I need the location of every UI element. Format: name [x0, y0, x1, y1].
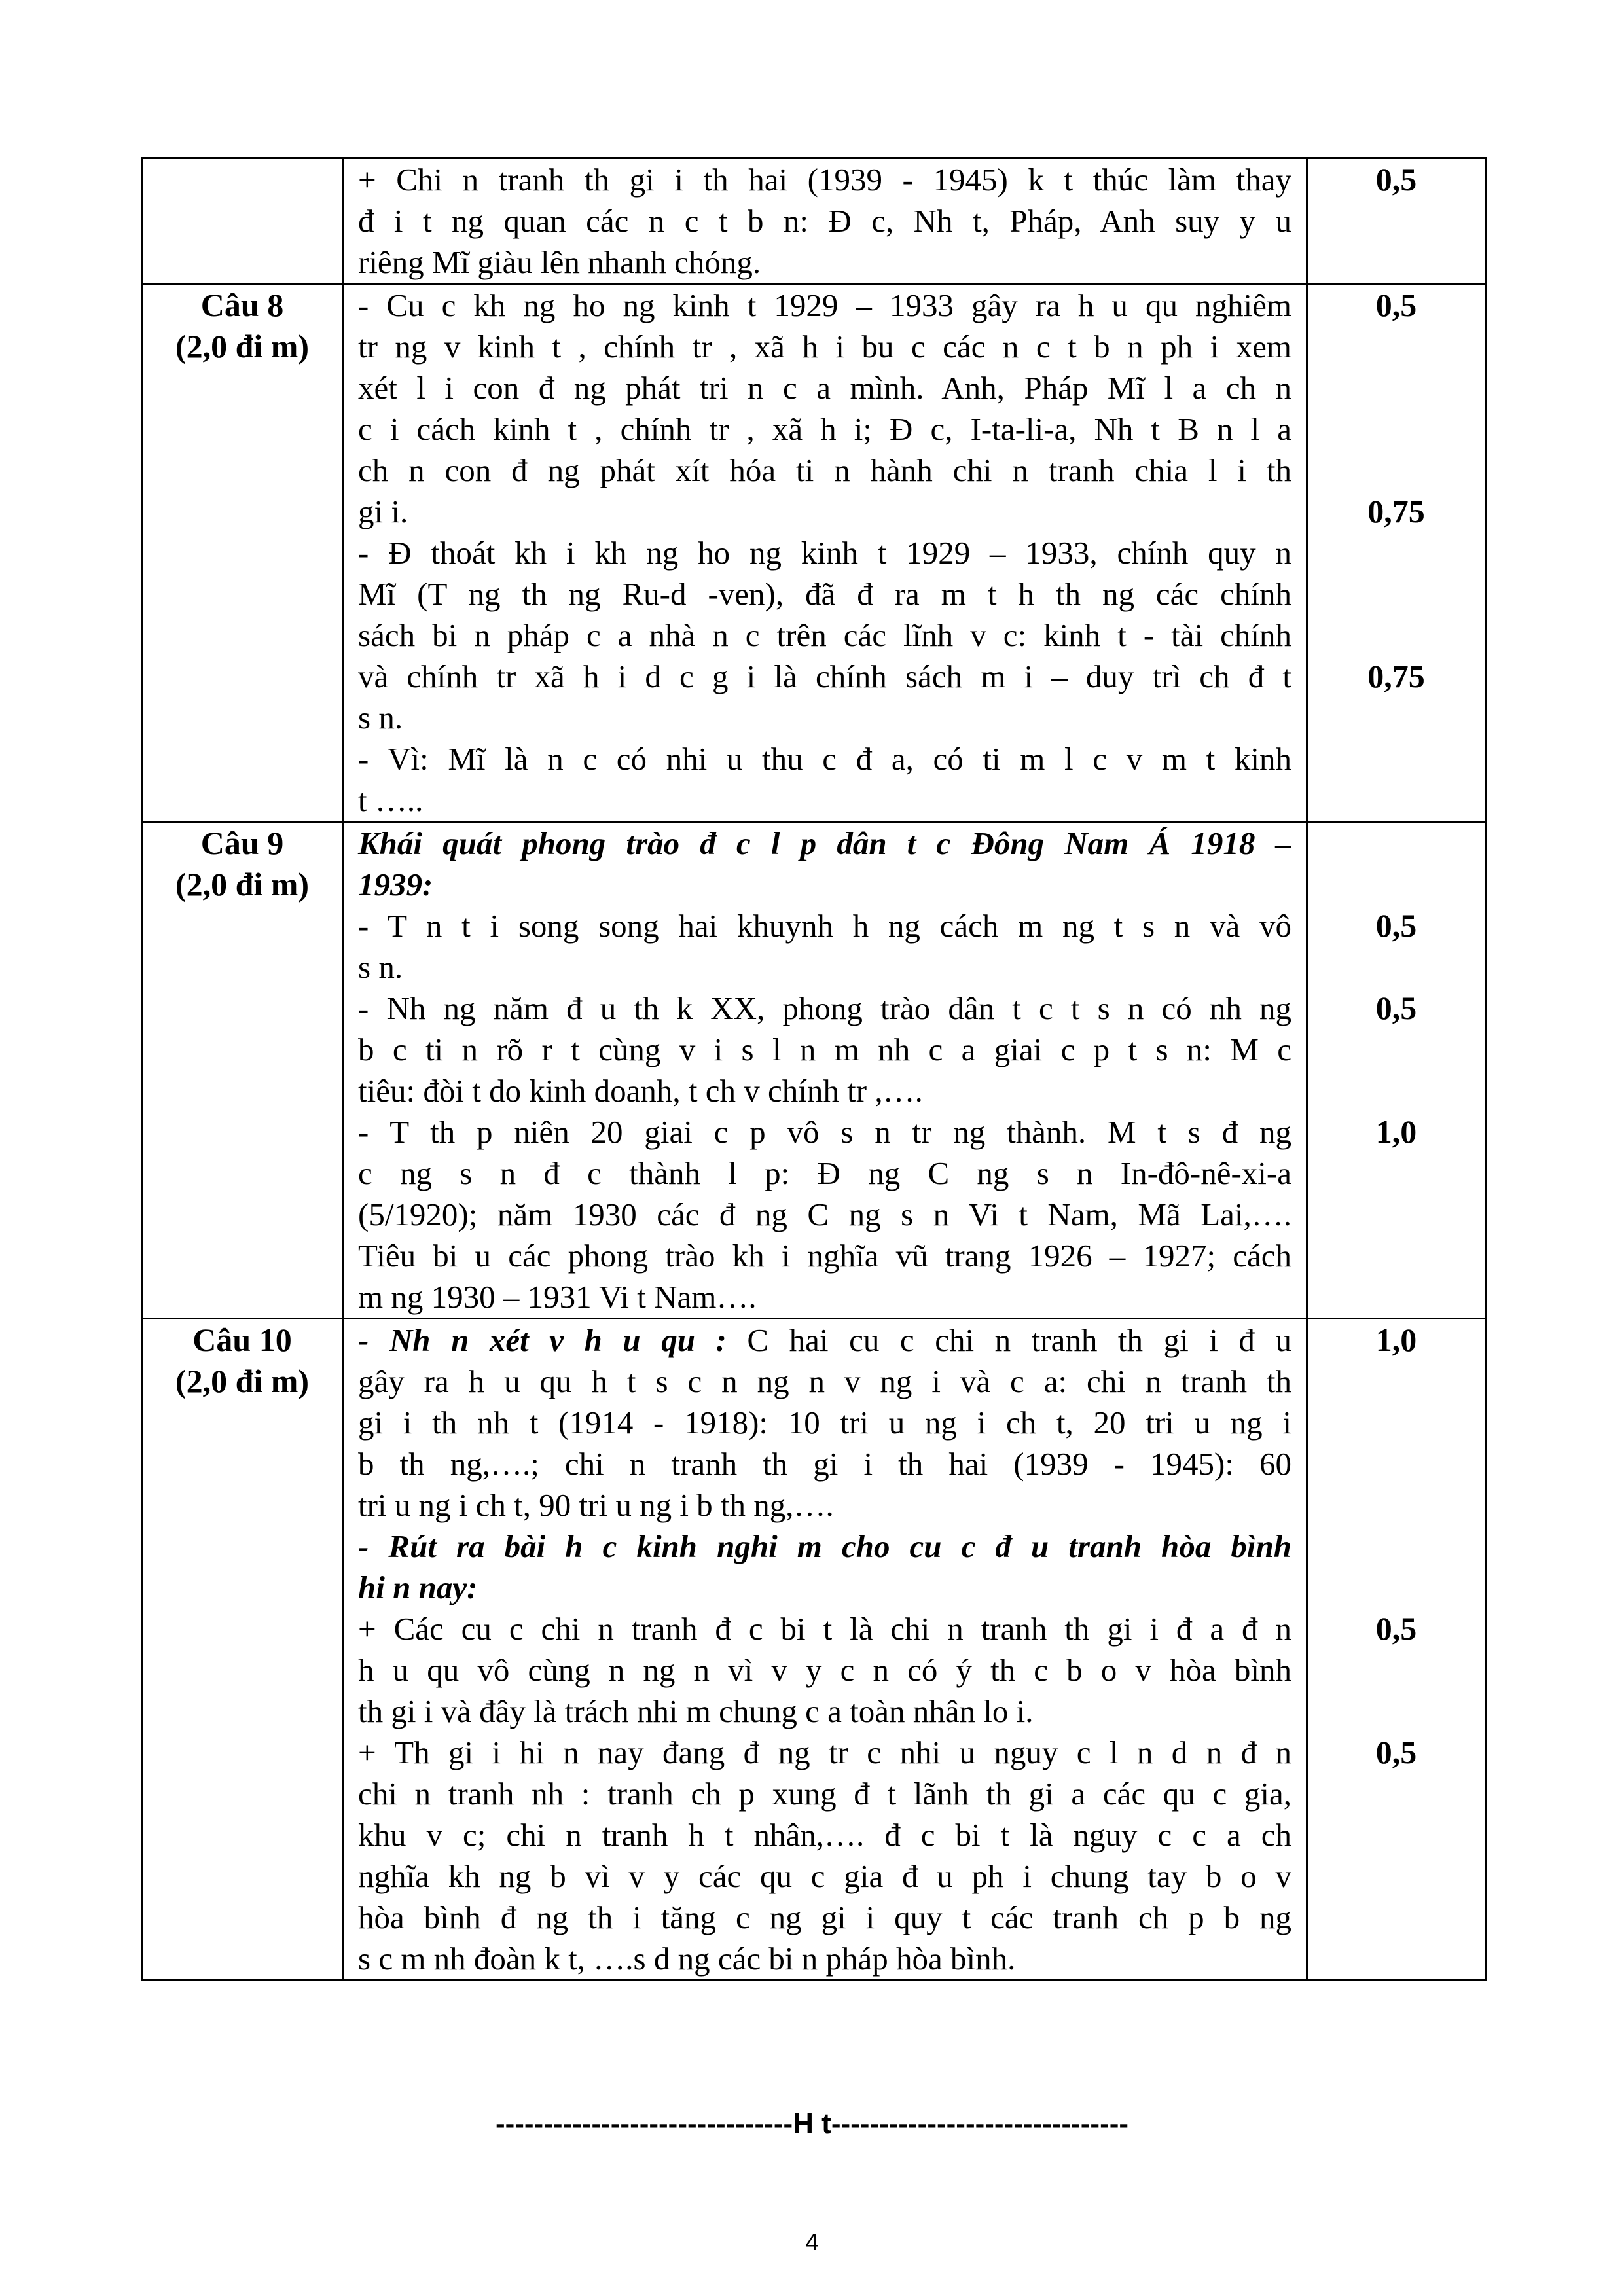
- score: [1308, 823, 1485, 864]
- end-marker: -------------------------------H t-------------------------------: [495, 2108, 1129, 2140]
- question-cell: [142, 158, 343, 284]
- score: [1308, 1814, 1485, 1856]
- answer-text: - Đ thoát kh i kh ng ho ng kinh t 1929 – 1933, chính quy n: [358, 535, 1291, 571]
- answer-line: [344, 1153, 1306, 1194]
- answer-line: [344, 367, 1306, 408]
- answer-cell: [343, 1319, 1307, 1981]
- answer-line: [344, 738, 1306, 780]
- answer-line: [344, 1814, 1306, 1856]
- answer-line: [344, 656, 1306, 697]
- answer-line: [344, 200, 1306, 242]
- answer-line: [344, 326, 1306, 367]
- score: [1308, 200, 1485, 242]
- answer-text: gi i.: [358, 493, 408, 529]
- answer-line: [344, 697, 1306, 738]
- score: [1308, 1070, 1485, 1111]
- answer-line: [344, 905, 1306, 946]
- answer-text: ch n con đ ng phát xít hóa ti n hành chi n tranh chia l i th: [358, 452, 1291, 488]
- answer-text: gi i th nh t (1914 - 1918): 10 tri u ng i ch t, 20 tri u ng i: [358, 1405, 1291, 1441]
- score-cell: [1307, 284, 1486, 822]
- answer-line: [344, 1402, 1306, 1443]
- answer-text: tiêu: đòi t do kinh doanh, t ch v chính tr ,….: [358, 1073, 923, 1109]
- answer-text: sách bi n pháp c a nhà n c trên các lĩnh v c: kinh t - tài chính: [358, 617, 1291, 653]
- score: [1308, 326, 1485, 367]
- answer-line: [344, 823, 1306, 864]
- score: [1308, 1443, 1485, 1484]
- answer-line: [344, 988, 1306, 1029]
- question-cell: [142, 1319, 343, 1981]
- score: [1308, 615, 1485, 656]
- answer-line: [344, 1194, 1306, 1235]
- score: [1308, 1649, 1485, 1691]
- score: [1308, 1691, 1485, 1732]
- answer-line: [344, 1567, 1306, 1608]
- answer-line: [344, 780, 1306, 821]
- score: 0,5: [1375, 990, 1417, 1026]
- answer-line: [344, 1856, 1306, 1897]
- answer-text: (5/1920); năm 1930 các đ ng C ng s n Vi t Nam, Mã Lai,….: [358, 1196, 1291, 1232]
- question-cell: [142, 284, 343, 822]
- answer-text: c i cách kinh t , chính tr , xã h i; Đ c, I-ta-li-a, Nh t B n l a: [358, 411, 1291, 447]
- answer-line: [344, 1649, 1306, 1691]
- answer-line: [344, 159, 1306, 200]
- score: 0,5: [1375, 1734, 1417, 1770]
- answer-line: [344, 1526, 1306, 1567]
- answer-text: b c ti n rõ r t cùng v i s l n m nh c a giai c p t s n: M c: [358, 1031, 1291, 1067]
- score: [1308, 573, 1485, 615]
- question-label: Câu 8: [200, 287, 284, 323]
- score-cell: [1307, 822, 1486, 1319]
- answer-text: tr ng v kinh t , chính tr , xã h i bu c các n c t b n ph i xem: [358, 329, 1291, 365]
- answer-line: [344, 1319, 1306, 1361]
- answer-line: [344, 946, 1306, 988]
- answer-line: [344, 1691, 1306, 1732]
- answer-text: Mĩ (T ng th ng Ru-d -ven), đã đ ra m t h th ng các chính: [358, 576, 1291, 612]
- score: 0,5: [1375, 907, 1417, 944]
- table-row: [142, 158, 1486, 284]
- answer-line: [344, 242, 1306, 283]
- score: [1308, 450, 1485, 491]
- score: 0,75: [1367, 493, 1425, 529]
- score: [1308, 1567, 1485, 1608]
- answer-line: [344, 1361, 1306, 1402]
- score: [1308, 780, 1485, 821]
- answer-line: [344, 1235, 1306, 1276]
- score: [1308, 1194, 1485, 1235]
- score: [1308, 1484, 1485, 1526]
- question-label: Câu 9: [200, 825, 284, 861]
- score: 1,0: [1375, 1321, 1417, 1358]
- score: [1308, 1361, 1485, 1402]
- answer-cell: [343, 158, 1307, 284]
- answer-text: + Chi n tranh th gi i th hai (1939 - 1945) k t thúc làm thay: [358, 162, 1291, 198]
- score: [1308, 1938, 1485, 1979]
- score-cell: [1307, 158, 1486, 284]
- score: 0,5: [1375, 287, 1417, 323]
- answer-text: và chính tr xã h i d c g i là chính sách m i – duy trì ch đ t: [358, 658, 1291, 694]
- answer-line: [344, 532, 1306, 573]
- score: [1308, 1235, 1485, 1276]
- score-cell: [1307, 1319, 1486, 1981]
- answer-text: - Vì: Mĩ là n c có nhi u thu c đ a, có ti m l c v m t kinh: [358, 741, 1291, 777]
- answer-line: [344, 1443, 1306, 1484]
- answer-cell: [343, 822, 1307, 1319]
- answer-cell: [343, 284, 1307, 822]
- answer-line: [344, 491, 1306, 532]
- question-label: Câu 10: [192, 1321, 292, 1358]
- answer-text: t …..: [358, 782, 424, 818]
- answer-text: s n.: [358, 949, 403, 985]
- answer-text: hi n nay:: [358, 1570, 478, 1605]
- answer-text: b th ng,….; chi n tranh th gi i th hai (1939 - 1945): 60: [358, 1446, 1291, 1482]
- answer-line: [344, 1484, 1306, 1526]
- question-cell: [142, 822, 343, 1319]
- table-row: [142, 822, 1486, 1319]
- answer-text: Khái quát phong trào đ c l p dân t c Đông Nam Á 1918 –: [358, 825, 1291, 861]
- answer-line: [344, 1773, 1306, 1814]
- table-row: [142, 1319, 1486, 1981]
- score: [1308, 946, 1485, 988]
- answer-line: [344, 1070, 1306, 1111]
- answer-text: - Nh ng năm đ u th k XX, phong trào dân t c t s n có nh ng: [358, 990, 1291, 1026]
- answer-text: m ng 1930 – 1931 Vi t Nam….: [358, 1279, 757, 1315]
- score: 0,5: [1375, 161, 1417, 198]
- score: [1308, 697, 1485, 738]
- answer-text: - T n t i song song hai khuynh h ng cách m ng t s n và vô: [358, 908, 1291, 944]
- score: [1308, 1029, 1485, 1070]
- answer-text: th gi i và đây là trách nhi m chung c a toàn nhân lo i.: [358, 1693, 1034, 1729]
- answer-text: nghĩa kh ng b vì v y các qu c gia đ u ph i chung tay b o v: [358, 1858, 1291, 1894]
- score: [1308, 1276, 1485, 1318]
- score: [1308, 1153, 1485, 1194]
- answer-line: [344, 615, 1306, 656]
- answer-text: s n.: [358, 700, 403, 736]
- answer-text: + Các cu c chi n tranh đ c bi t là chi n tranh th gi i đ a đ n: [358, 1611, 1291, 1647]
- answer-text: h u qu vô cùng n ng n vì v y c n có ý th c b o v hòa bình: [358, 1652, 1291, 1688]
- score: [1308, 367, 1485, 408]
- table-row: [142, 284, 1486, 822]
- answer-line: [344, 1938, 1306, 1979]
- answer-text: đ i t ng quan các n c t b n: Đ c, Nh t, Pháp, Anh suy y u: [358, 203, 1291, 239]
- answer-text: tri u ng i ch t, 90 tri u ng i b th ng,….: [358, 1487, 834, 1523]
- answer-text: khu v c; chi n tranh h t nhân,…. đ c bi t là nguy c c a ch: [358, 1817, 1291, 1853]
- answer-text: gây ra h u qu h t s c n ng n v ng i và c a: chi n tranh th: [358, 1363, 1291, 1399]
- answer-line: [344, 573, 1306, 615]
- question-points: (2,0 đi m): [175, 866, 310, 903]
- answer-text: riêng Mĩ giàu lên nhanh chóng.: [358, 244, 761, 280]
- score: [1308, 532, 1485, 573]
- answer-text: 1939:: [358, 867, 433, 903]
- answer-text: - T th p niên 20 giai c p vô s n tr ng thành. M t s đ ng: [358, 1114, 1291, 1150]
- score: [1308, 242, 1485, 283]
- answer-text: C hai cu c chi n tranh th gi i đ u: [726, 1322, 1291, 1358]
- answer-text: chi n tranh nh : tranh ch p xung đ t lãnh th gi a các qu c gia,: [358, 1776, 1291, 1812]
- answer-text: - Cu c kh ng ho ng kinh t 1929 – 1933 gây ra h u qu nghiêm: [358, 287, 1291, 323]
- answer-text: c ng s n đ c thành l p: Đ ng C ng s n In-đô-nê-xi-a: [358, 1155, 1291, 1191]
- answer-text: Tiêu bi u các phong trào kh i nghĩa vũ trang 1926 – 1927; cách: [358, 1238, 1291, 1274]
- score: [1308, 738, 1485, 780]
- answer-text: xét l i con đ ng phát tri n c a mình. Anh, Pháp Mĩ l a ch n: [358, 370, 1291, 406]
- score: [1308, 1773, 1485, 1814]
- score: [1308, 1856, 1485, 1897]
- answer-line: [344, 864, 1306, 905]
- answer-line: [344, 1029, 1306, 1070]
- score: [1308, 1402, 1485, 1443]
- answer-text: + Th gi i hi n nay đang đ ng tr c nhi u nguy c l n d n đ n: [358, 1734, 1291, 1770]
- score: [1308, 1897, 1485, 1938]
- question-points: (2,0 đi m): [175, 328, 310, 365]
- answer-heading: - Nh n xét v h u qu :: [358, 1322, 727, 1358]
- page-number: 4: [805, 2229, 819, 2255]
- answer-line: [344, 285, 1306, 326]
- question-points: (2,0 đi m): [175, 1363, 310, 1399]
- score: 0,75: [1367, 658, 1425, 694]
- answer-line: [344, 1897, 1306, 1938]
- answer-text: - Rút ra bài h c kinh nghi m cho cu c đ u tranh hòa bình: [358, 1528, 1291, 1564]
- answer-line: [344, 450, 1306, 491]
- score: 1,0: [1375, 1113, 1417, 1150]
- answer-line: [344, 1608, 1306, 1649]
- score: 0,5: [1375, 1610, 1417, 1647]
- answer-text: s c m nh đoàn k t, ….s d ng các bi n pháp hòa bình.: [358, 1941, 1016, 1977]
- answer-text: hòa bình đ ng th i tăng c ng gi i quy t các tranh ch p b ng: [358, 1899, 1291, 1935]
- score: [1308, 408, 1485, 450]
- answer-key-table: [141, 157, 1487, 1981]
- answer-line: [344, 1732, 1306, 1773]
- answer-line: [344, 408, 1306, 450]
- answer-line: [344, 1111, 1306, 1153]
- score: [1308, 864, 1485, 905]
- answer-line: [344, 1276, 1306, 1318]
- score: [1308, 1526, 1485, 1567]
